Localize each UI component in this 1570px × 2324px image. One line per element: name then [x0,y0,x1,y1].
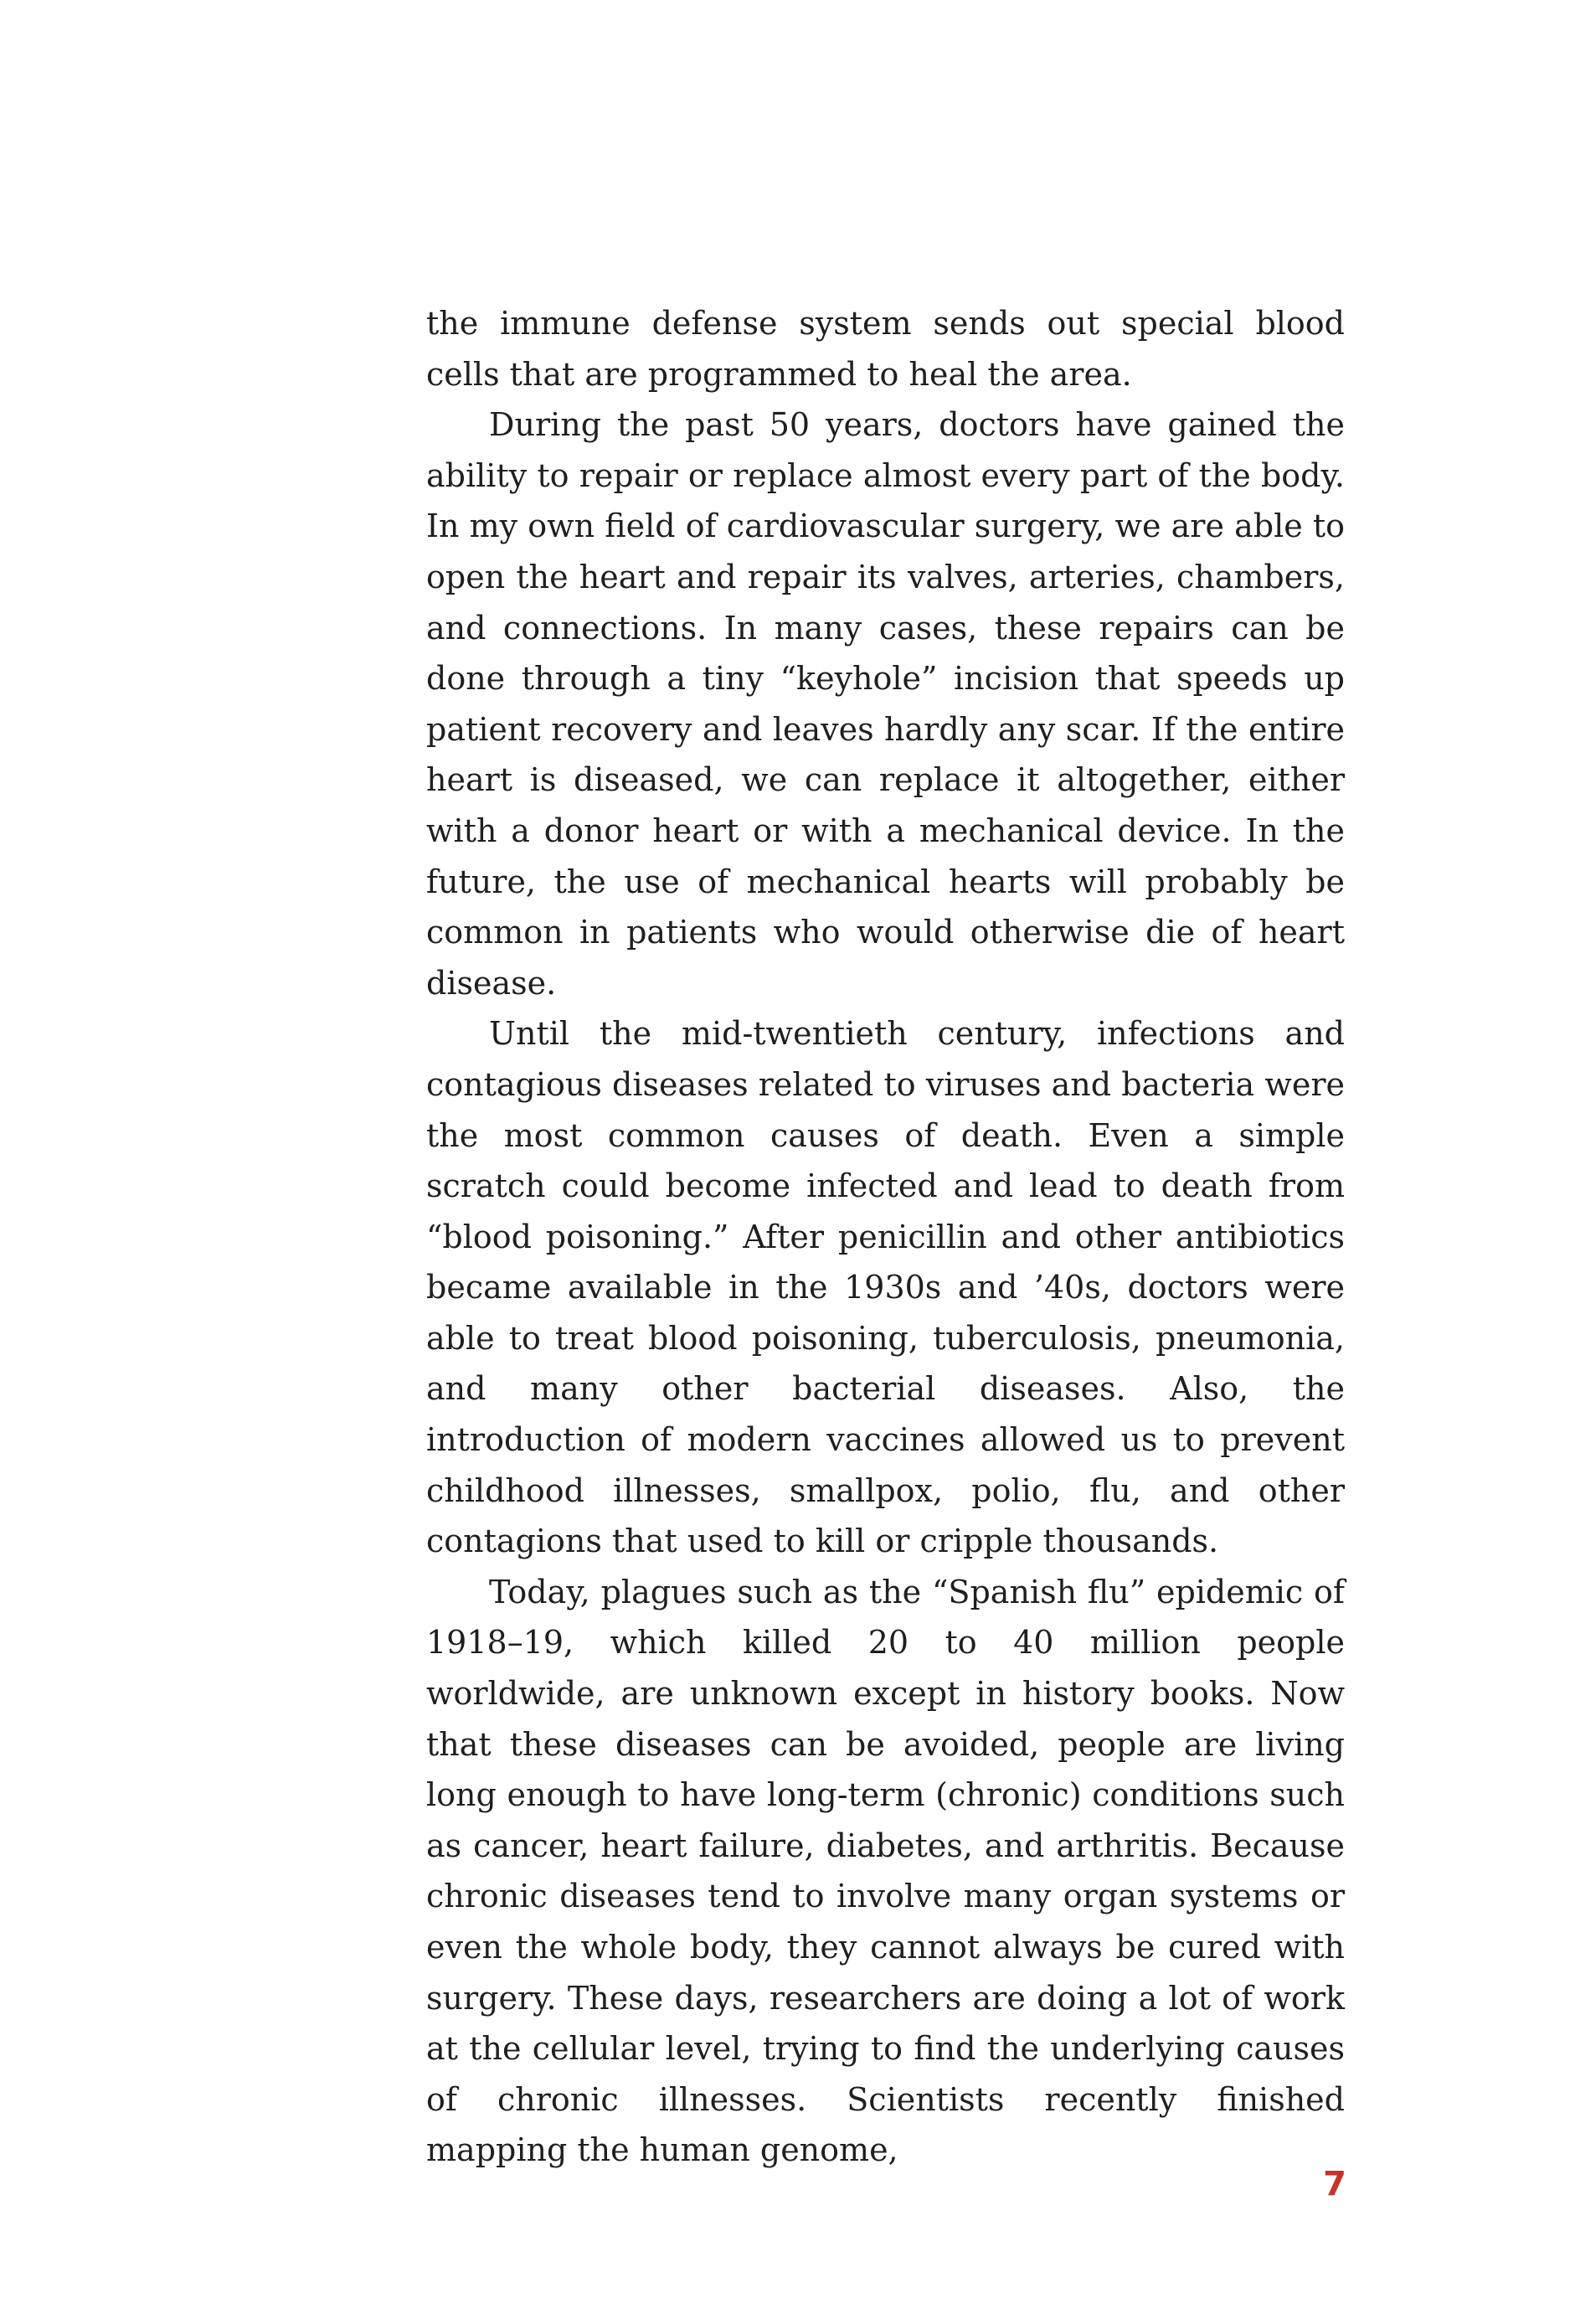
paragraph: Until the mid-twentieth century, infections and contagious diseases related to viruses and bacteria were the most common causes of death. Even a simple scratch could become infected and lead to death from “blood poisoning.” After penicillin and other antibiotics became available in the 1930s and ’40s, doctors were able to treat blood poisoning, tuberculosis, pneumonia, and many other bacterial diseases. Also, the introduction of modern vaccines allowed us to prevent childhood illnesses, smallpox, polio, flu, and other contagions that used to kill or cripple thousands. [426,1015,1345,1560]
paragraph: Today, plagues such as the “Spanish flu” epidemic of 1918–19, which killed 20 to 40 million people worldwide, are unknown except in history books. Now that these diseases can be avoided, people are living long enough to have long-term (chronic) conditions such as cancer, heart failure, diabetes, and arthritis. Because chronic diseases tend to involve many organ systems or even the whole body, they cannot always be cured with surgery. These days, researchers are doing a lot of work at the cellular level, trying to find the underlying causes of chronic illnesses. Scientists recently finished mapping the human genome, [426,1573,1345,2169]
paragraph-continued: the immune defense system sends out special blood cells that are programmed to heal the area. [426,305,1345,393]
page-number: 7 [1323,2165,1346,2203]
paragraph: During the past 50 years, doctors have gained the ability to repair or replace almost every part of the body. In my own field of cardiovascular surgery, we are able to open the heart and repair its valves, arteries, chambers, and connections. In many cases, these repairs can be done through a tiny “keyhole” incision that speeds up patient recovery and leaves hardly any scar. If the entire heart is diseased, we can replace it altogether, either with a donor heart or with a mechanical device. In the future, the use of mechanical hearts will probably be common in patients who would otherwise die of heart disease. [426,406,1345,1002]
body-text [426,298,1345,2176]
